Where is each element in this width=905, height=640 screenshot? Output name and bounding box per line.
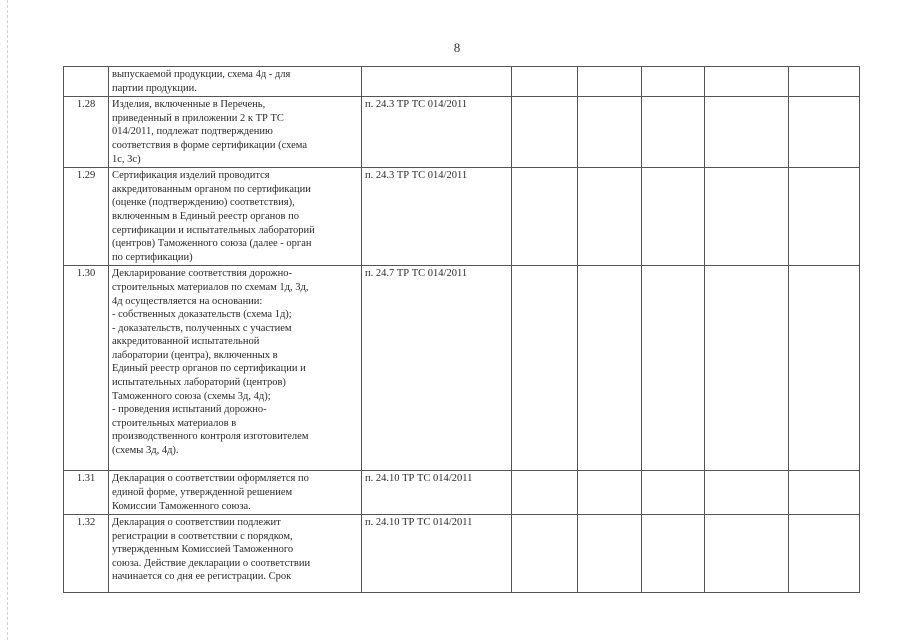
empty-cell — [705, 168, 789, 266]
requirement-line: строительных материалов в — [112, 417, 237, 429]
requirement-line: (оценке (подтверждению) соответствия), — [112, 197, 295, 209]
empty-cell — [642, 168, 705, 266]
empty-cell — [512, 67, 578, 97]
empty-cell — [789, 515, 860, 593]
row-number: 1.32 — [64, 515, 109, 593]
requirement-line: соответствия в форме сертификации (схема — [112, 139, 307, 151]
regulation-reference: п. 24.7 ТР ТС 014/2011 — [362, 266, 512, 471]
empty-cell — [578, 67, 642, 97]
row-number — [64, 67, 109, 97]
table-row — [64, 67, 860, 97]
row-number: 1.29 — [64, 168, 109, 266]
requirement-line: строительных материалов по схемам 1д, 3д, — [112, 281, 309, 293]
requirement-line: Единый реестр органов по сертификации и — [112, 363, 306, 375]
empty-cell — [642, 471, 705, 515]
requirement-text — [109, 168, 362, 266]
empty-cell — [705, 97, 789, 168]
requirements-table — [63, 66, 860, 593]
requirement-line: Изделия, включенные в Перечень, — [112, 99, 266, 111]
requirement-line: 4д осуществляется на основании: — [112, 295, 263, 307]
empty-cell — [512, 168, 578, 266]
page-edge-line — [7, 0, 8, 640]
requirement-line: Декларация о соответствии оформляется по — [112, 473, 309, 485]
requirement-text — [109, 471, 362, 515]
requirement-line: сертификации и испытательных лабораторий — [112, 224, 315, 236]
requirement-line: производственного контроля изготовителем — [112, 431, 309, 443]
table-row — [64, 471, 860, 515]
requirement-line: (центров) Таможенного союза (далее - орган — [112, 238, 312, 250]
requirement-line: испытательных лабораторий (центров) — [112, 377, 286, 389]
requirement-line: аккредитованным органом по сертификации — [112, 183, 311, 195]
table-row — [64, 97, 860, 168]
requirement-line: Комиссии Таможенного союза. — [112, 500, 251, 512]
empty-cell — [789, 168, 860, 266]
requirement-line: - собственных доказательств (схема 1д); — [112, 309, 292, 321]
requirement-line: начинается со дня ее регистрации. Срок — [112, 571, 292, 583]
regulation-reference: п. 24.10 ТР ТС 014/2011 — [362, 515, 512, 593]
requirement-line: включенным в Единый реестр органов по — [112, 210, 299, 222]
requirement-line: по сертификации) — [112, 251, 193, 263]
empty-cell — [789, 97, 860, 168]
row-number: 1.28 — [64, 97, 109, 168]
requirement-line: партии продукции. — [112, 82, 197, 94]
empty-cell — [789, 266, 860, 471]
empty-cell — [705, 471, 789, 515]
requirement-line: Декларация о соответствии подлежит — [112, 517, 281, 529]
requirement-line: Сертификация изделий проводится — [112, 170, 270, 182]
empty-cell — [642, 266, 705, 471]
empty-cell — [642, 97, 705, 168]
empty-cell — [642, 515, 705, 593]
requirement-line: Таможенного союза (схемы 3д, 4д); — [112, 390, 271, 402]
regulation-reference: п. 24.10 ТР ТС 014/2011 — [362, 471, 512, 515]
table-row — [64, 266, 860, 471]
requirement-line: утвержденным Комиссией Таможенного — [112, 544, 294, 556]
row-number: 1.30 — [64, 266, 109, 471]
page-number: 8 — [453, 40, 461, 55]
requirement-text — [109, 266, 362, 471]
regulation-reference: п. 24.3 ТР ТС 014/2011 — [362, 168, 512, 266]
requirement-line: лаборатории (центра), включенных в — [112, 349, 278, 361]
empty-cell — [578, 97, 642, 168]
empty-cell — [705, 67, 789, 97]
row-number: 1.31 — [64, 471, 109, 515]
regulation-reference: п. 24.3 ТР ТС 014/2011 — [362, 97, 512, 168]
requirement-line: 1с, 3с) — [112, 153, 141, 165]
requirement-line: 014/2011, подлежат подтверждению — [112, 126, 273, 138]
regulation-reference — [362, 67, 512, 97]
requirement-line: - доказательств, полученных с участием — [112, 322, 292, 334]
requirement-line: Декларирование соответствия дорожно- — [112, 268, 292, 280]
empty-cell — [789, 67, 860, 97]
empty-cell — [512, 97, 578, 168]
table-row — [64, 168, 860, 266]
requirement-line: - проведения испытаний дорожно- — [112, 404, 267, 416]
requirement-text — [109, 515, 362, 593]
requirement-line: союза. Действие декларации о соответствии — [112, 557, 311, 569]
empty-cell — [789, 471, 860, 515]
empty-cell — [512, 515, 578, 593]
requirement-text — [109, 97, 362, 168]
empty-cell — [512, 471, 578, 515]
empty-cell — [642, 67, 705, 97]
empty-cell — [578, 515, 642, 593]
empty-cell — [512, 266, 578, 471]
requirement-text — [109, 67, 362, 97]
empty-cell — [705, 266, 789, 471]
table-row — [64, 515, 860, 593]
requirement-line: единой форме, утвержденной решением — [112, 486, 293, 498]
empty-cell — [578, 266, 642, 471]
requirement-line: регистрации в соответствии с порядком, — [112, 530, 293, 542]
requirement-line: (схемы 3д, 4д). — [112, 445, 179, 457]
empty-cell — [578, 168, 642, 266]
empty-cell — [705, 515, 789, 593]
requirement-line: выпускаемой продукции, схема 4д - для — [112, 69, 291, 80]
requirement-line: приведенный в приложении 2 к ТР ТС — [112, 112, 284, 124]
requirement-line: аккредитованной испытательной — [112, 336, 260, 348]
empty-cell — [578, 471, 642, 515]
